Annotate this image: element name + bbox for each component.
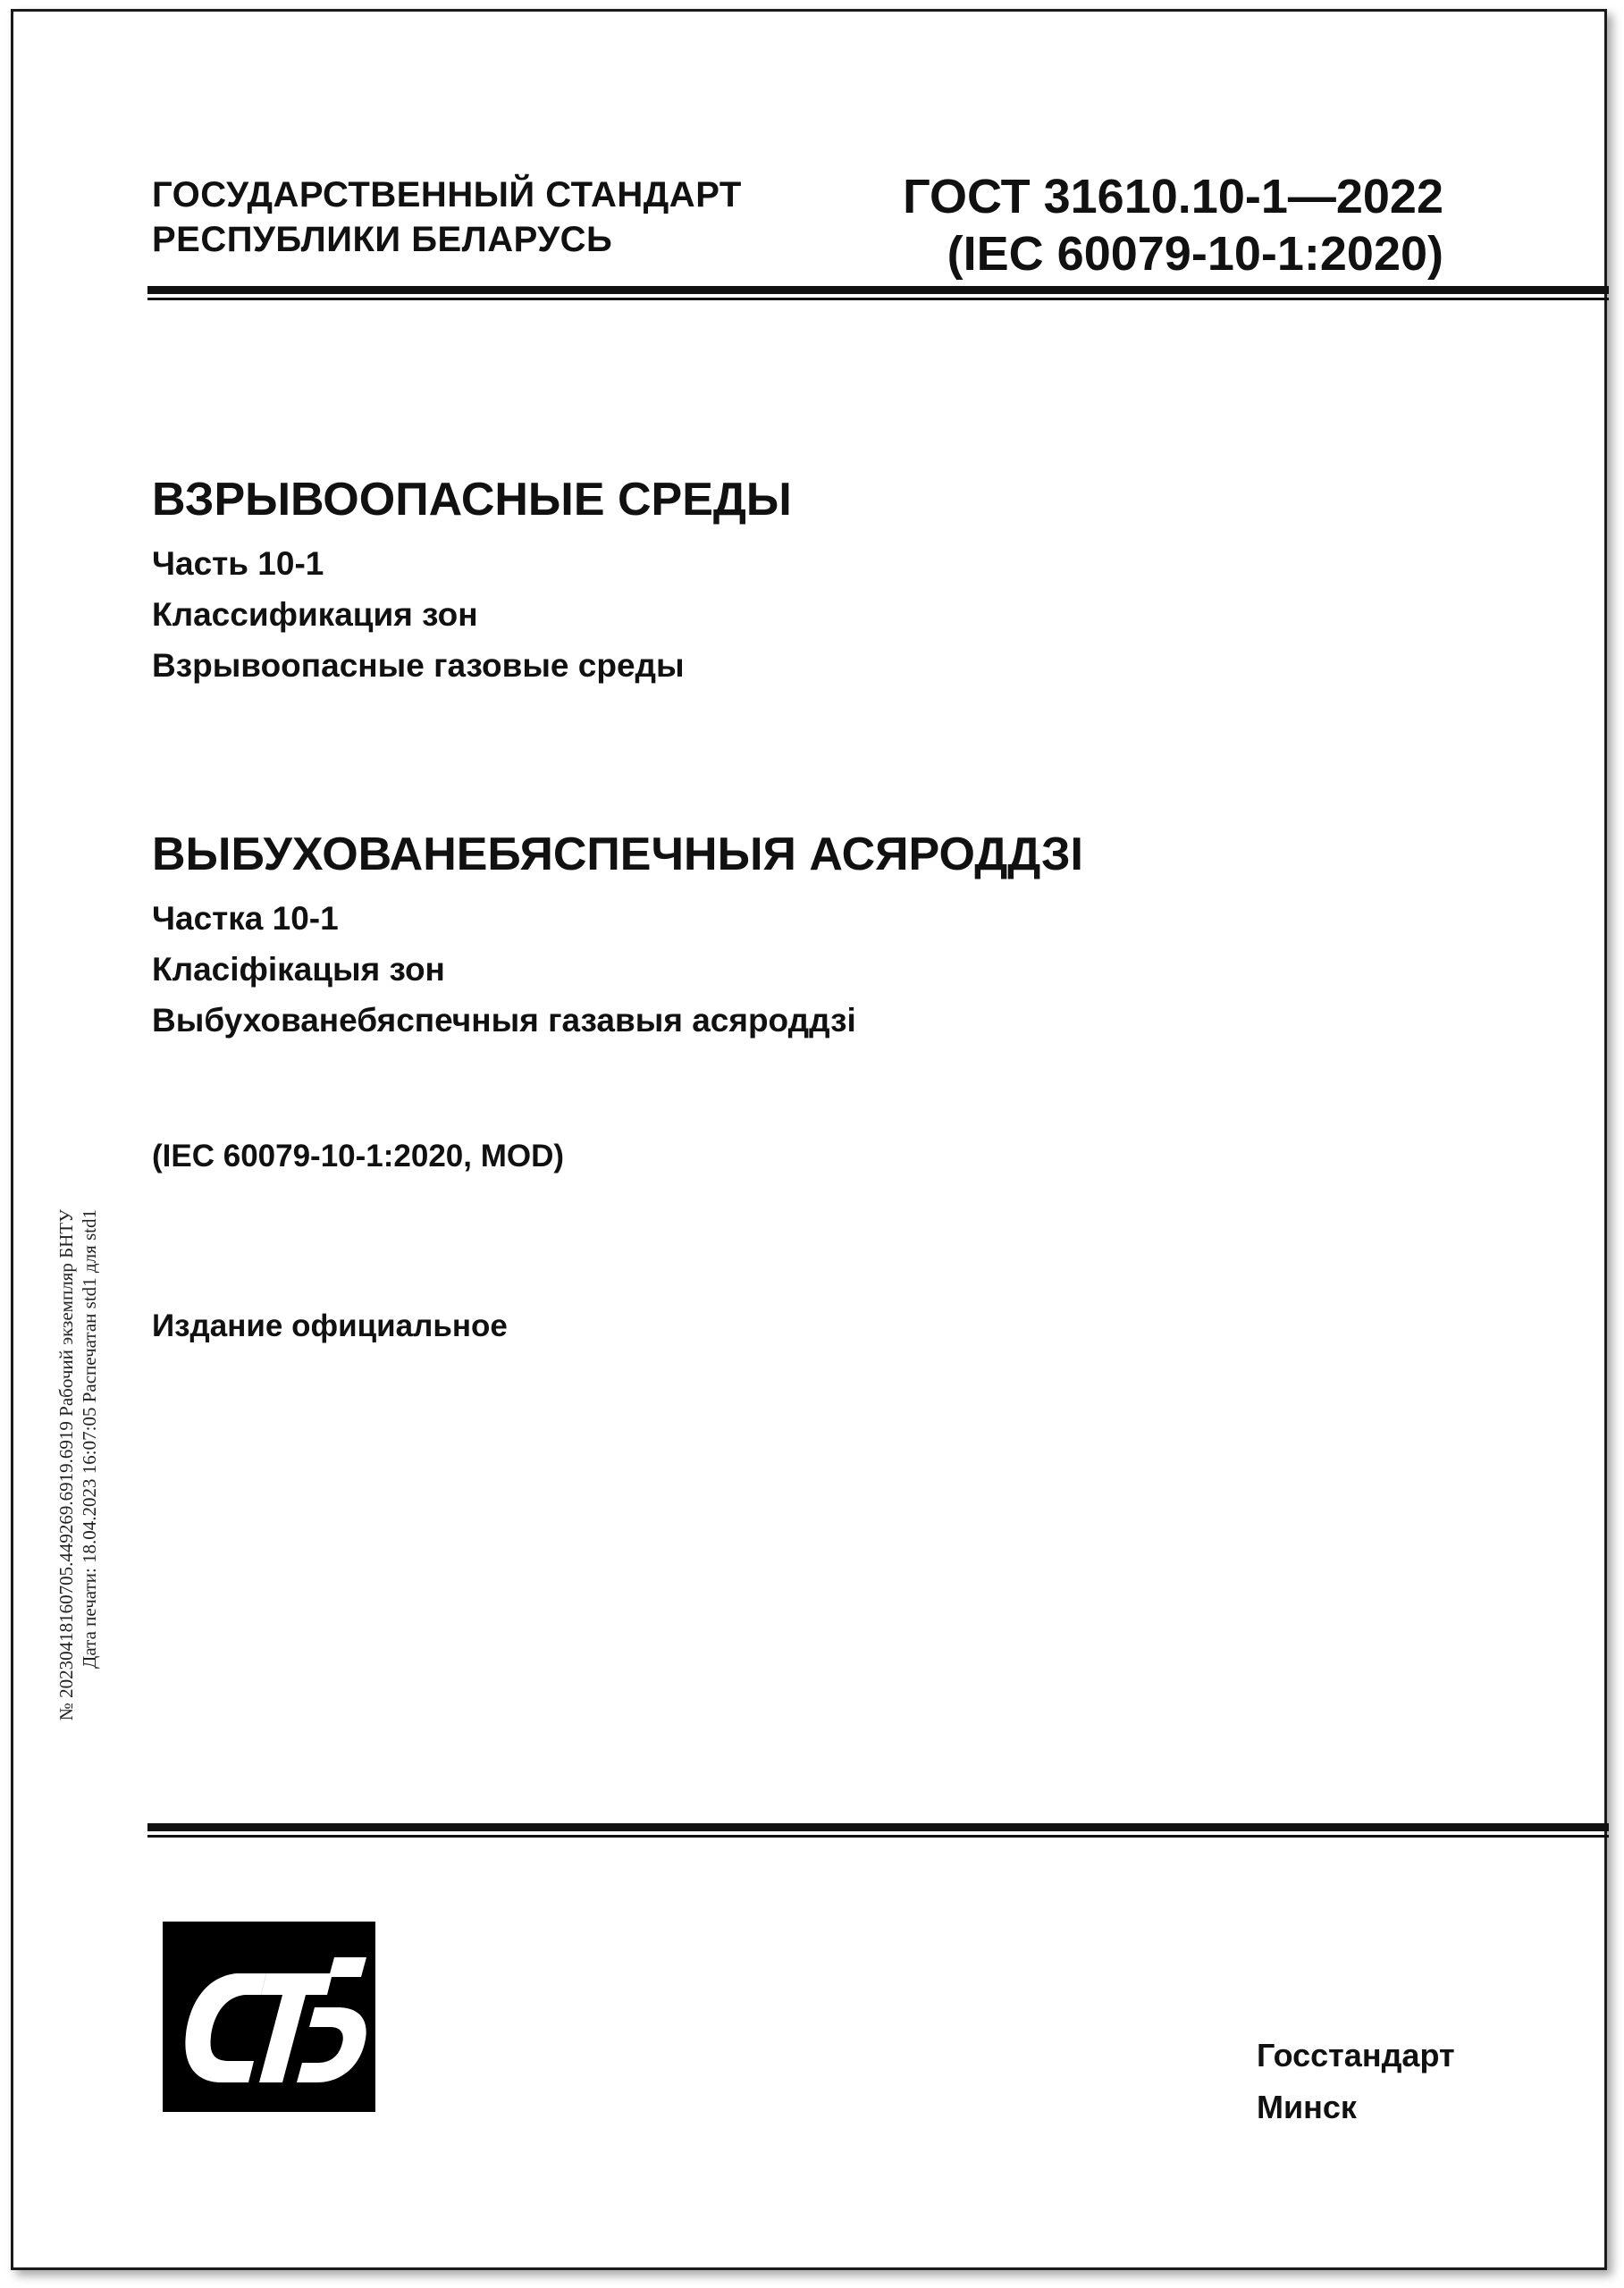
org-line-2: РЕСПУБЛИКИ БЕЛАРУСЬ <box>152 220 613 259</box>
russian-title-block <box>152 472 792 691</box>
iec-mod-reference: (IEC 60079-10-1:2020, MOD) <box>152 1139 565 1173</box>
standard-organization <box>152 172 742 262</box>
print-stamp-line-2: Дата печати: 18.04.2023 16:07:05 Распечатан std1 для std1 <box>79 1209 100 1669</box>
print-stamp <box>55 1209 100 2014</box>
org-line-1: ГОСУДАРСТВЕННЫЙ СТАНДАРТ <box>152 175 742 214</box>
document-page <box>11 9 1607 2270</box>
russian-main-title: ВЗРЫВООПАСНЫЕ СРЕДЫ <box>152 474 792 526</box>
russian-subtitle-1: Классификация зон <box>152 596 478 633</box>
publisher-city: Минск <box>1257 2089 1357 2125</box>
print-stamp-line-1: № 20230418160705.449269.6919.6919 Рабочий экземпляр БНТУ <box>55 1209 77 1721</box>
edition-label: Издание официальное <box>152 1308 508 1343</box>
belarusian-subtitle-2: Выбухованебяспечныя газавыя асяроддзі <box>152 1002 856 1039</box>
russian-part: Часть 10-1 <box>152 545 324 582</box>
standard-designation <box>903 168 1443 282</box>
designation: ГОСТ 31610.10-1—2022 <box>903 170 1443 223</box>
publisher-block <box>1257 2030 1455 2133</box>
gosstandart-logo <box>163 1922 375 2112</box>
header-rule-thick <box>147 286 1609 294</box>
belarusian-part: Частка 10-1 <box>152 900 339 937</box>
iec-reference: (IEC 60079-10-1:2020) <box>947 227 1443 281</box>
belarusian-main-title: ВЫБУХОВАНЕБЯСПЕЧНЫЯ АСЯРОДДЗІ <box>152 829 1084 880</box>
footer-rule-thick <box>147 1823 1609 1831</box>
publisher-name: Госстандарт <box>1257 2037 1455 2074</box>
header-rule-thin <box>147 298 1609 300</box>
belarusian-title-block <box>152 827 1083 1046</box>
russian-subtitle-2: Взрывоопасные газовые среды <box>152 647 685 684</box>
belarusian-subtitle-1: Класіфікацыя зон <box>152 951 445 988</box>
footer-rule-thin <box>147 1835 1609 1838</box>
